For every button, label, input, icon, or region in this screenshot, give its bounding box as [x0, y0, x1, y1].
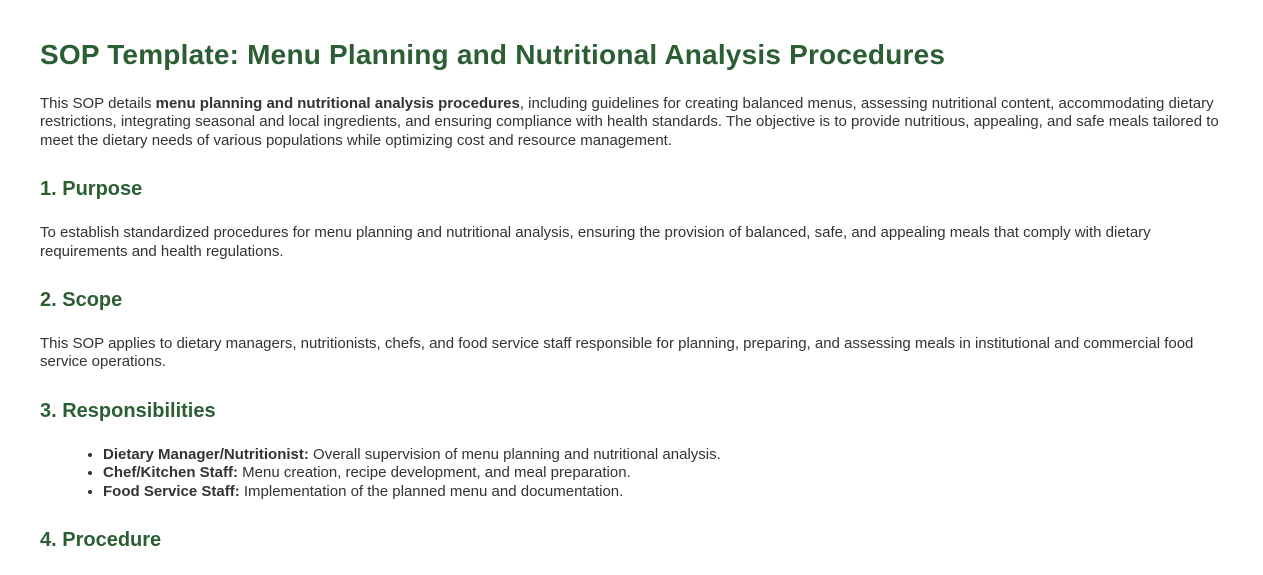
section-scope: [40, 289, 1223, 372]
section-heading-scope: 2. Scope: [40, 289, 123, 312]
intro-segment-rest: , including guidelines for creating balanced menus, assessing nutritional content, accommodating dietary restrictions, integrating seasonal and local ingredients, and ensuring compliance with health standards. The objective is to provide nutritious, appealing, and safe meals tailored to meet the dietary needs of various populations while optimizing cost and resource management.: [40, 95, 1219, 149]
list-item-label: Food Service Staff:: [103, 482, 240, 500]
intro-segment-lead: This SOP details: [40, 95, 156, 112]
sop-document: [40, 38, 1223, 552]
list-item-label: Chef/Kitchen Staff:: [103, 464, 238, 482]
list-item-text: Menu creation, recipe development, and meal preparation.: [238, 464, 631, 482]
section-responsibilities: [40, 400, 1223, 501]
list-item-dietary-manager: [103, 446, 1223, 464]
page-title: SOP Template: Menu Planning and Nutritional Analysis Procedures: [40, 39, 946, 70]
list-item-text: Implementation of the planned menu and documentation.: [239, 482, 624, 500]
list-item-text: Overall supervision of menu planning and nutritional analysis.: [308, 445, 721, 463]
section-heading-purpose: 1. Purpose: [40, 178, 143, 201]
responsibilities-list: [40, 446, 1223, 501]
section-heading-procedure: 4. Procedure: [40, 529, 162, 552]
intro-paragraph: [40, 95, 1223, 150]
section-purpose: [40, 178, 1223, 261]
section-heading-responsibilities: 3. Responsibilities: [40, 399, 216, 422]
section-procedure: [40, 529, 1223, 552]
section-body-purpose: To establish standardized procedures for menu planning and nutritional analysis, ensuring the provision of balanced, safe, and appealing meals that comply with dietary requirements and health regulations.: [40, 224, 1151, 260]
list-item-chef-kitchen-staff: [103, 464, 1223, 482]
list-item-label: Dietary Manager/Nutritionist:: [103, 445, 309, 463]
section-body-scope: This SOP applies to dietary managers, nutritionists, chefs, and food service staff responsible for planning, preparing, and assessing meals in institutional and commercial food service operations.: [40, 335, 1194, 371]
list-item-food-service-staff: [103, 483, 1223, 501]
intro-segment-bold: menu planning and nutritional analysis procedures: [155, 95, 520, 112]
